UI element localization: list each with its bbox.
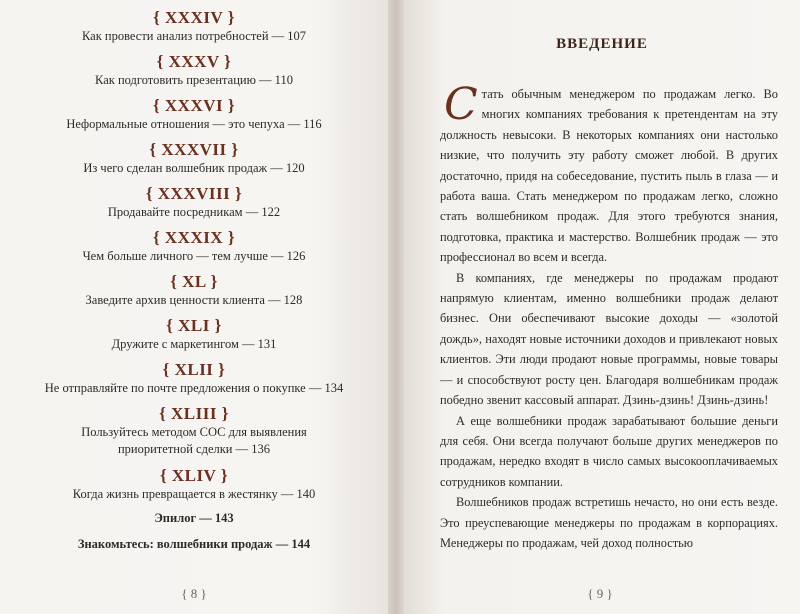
toc-entry <box>0 404 388 458</box>
toc-chapter-title: Заведите архив ценности клиента — 128 <box>85 293 303 307</box>
toc-meet-wizards: Знакомьтесь: волшебники продаж — 144 <box>77 537 311 551</box>
toc-chapter-title: Когда жизнь превращается в жестянку — 140 <box>72 487 316 501</box>
toc-chapter-title: Как провести анализ потребностей — 107 <box>81 29 307 43</box>
chapter-body <box>440 79 778 553</box>
toc-entry <box>0 8 388 44</box>
toc-chapter-title: Как подготовить презентацию — 110 <box>95 73 293 87</box>
paragraph-2: В компаниях, где менеджеры по продажам продают напрямую клиентам, именно волшебники продаж делают бизнес. Они обеспечивают высокие доходы — «золотой дождь», находят новые источники доходов и привлекают новых клиентов. Эти люди продают новые программы, новые товары — и способствуют росту цен. Благодаря волшебникам продаж победно звенит кассовый аппарат. Дзинь-дзинь! Дзинь-дзинь! <box>440 270 778 408</box>
toc-entry <box>0 466 388 502</box>
toc-chapter-number: { XL } <box>170 272 218 291</box>
toc-chapter-title: Не отправляйте по почте предложения о покупке — 134 <box>44 381 344 395</box>
book-gutter <box>388 0 404 614</box>
toc-chapter-title: Из чего сделан волшебник продаж — 120 <box>83 161 305 175</box>
toc-entry <box>0 184 388 220</box>
toc-entry <box>0 52 388 88</box>
paragraph-3: А еще волшебники продаж зарабатывают большие деньги для себя. Они всегда получают больше других менеджеров по продажам, нередко входят в число самых высокооплачиваемых сотрудников компании. <box>440 413 778 489</box>
paragraph-1 <box>440 79 778 268</box>
toc-chapter-number: { XXXVII } <box>149 140 239 159</box>
toc-chapter-number: { XLIII } <box>159 404 229 423</box>
paragraph-1-text: тать обычным менеджером по продажам легко. Во многих компаниях требования к претендентам на эту должность невысоки. В некоторых компаниях они настолько низкие, что получить эту работу сможет любой. В других достаточно, придя на собеседование, пустить пыль в глаза — и работа ваша. Стать менеджером по продажам легко, сложно стать волшебником продаж. Для этого требуются знания, подготовка, практика и мастерство. Волшебник продаж — это профессионал во всем и всегда. <box>440 87 778 265</box>
toc-chapter-number: { XLI } <box>166 316 222 335</box>
toc-title-line: приоритетной сделки — 136 <box>117 442 270 456</box>
table-of-contents <box>0 8 388 552</box>
toc-chapter-number: { XLII } <box>162 360 226 379</box>
toc-chapter-title: Чем больше личного — тем лучше — 126 <box>82 249 306 263</box>
toc-chapter-title: Неформальные отношения — это чепуха — 116 <box>66 117 322 131</box>
toc-chapter-title: Дружите с маркетингом — 131 <box>111 337 277 351</box>
paragraph-4: Волшебников продаж встретишь нечасто, но они есть везде. Это преуспевающие менеджеры по продажам в корпорациях. Менеджеры по продажам, чей доход полностью <box>440 495 778 550</box>
toc-chapter-number: { XXXV } <box>156 52 232 71</box>
drop-cap: С <box>444 79 478 130</box>
toc-chapter-number: { XXXVI } <box>152 96 236 115</box>
toc-title-line: Пользуйтесь методом СОС для выявления <box>81 425 307 439</box>
chapter-heading: ВВЕДЕНИЕ <box>556 36 648 52</box>
toc-entry <box>0 316 388 352</box>
toc-epilogue: Эпилог — 143 <box>154 511 234 525</box>
toc-entry <box>0 96 388 132</box>
toc-chapter-title <box>0 424 388 458</box>
toc-chapter-number: { XXXIV } <box>153 8 235 27</box>
toc-chapter-title: Продавайте посредникам — 122 <box>107 205 281 219</box>
toc-chapter-number: { XXXIX } <box>152 228 236 247</box>
toc-entry <box>0 360 388 396</box>
left-page-number: { 8 } <box>181 586 207 601</box>
toc-entry <box>0 272 388 308</box>
right-page-number: { 9 } <box>587 586 613 601</box>
toc-chapter-number: { XLIV } <box>159 466 229 485</box>
toc-chapter-number: { XXXVIII } <box>145 184 243 203</box>
toc-entry <box>0 228 388 264</box>
toc-entry <box>0 140 388 176</box>
